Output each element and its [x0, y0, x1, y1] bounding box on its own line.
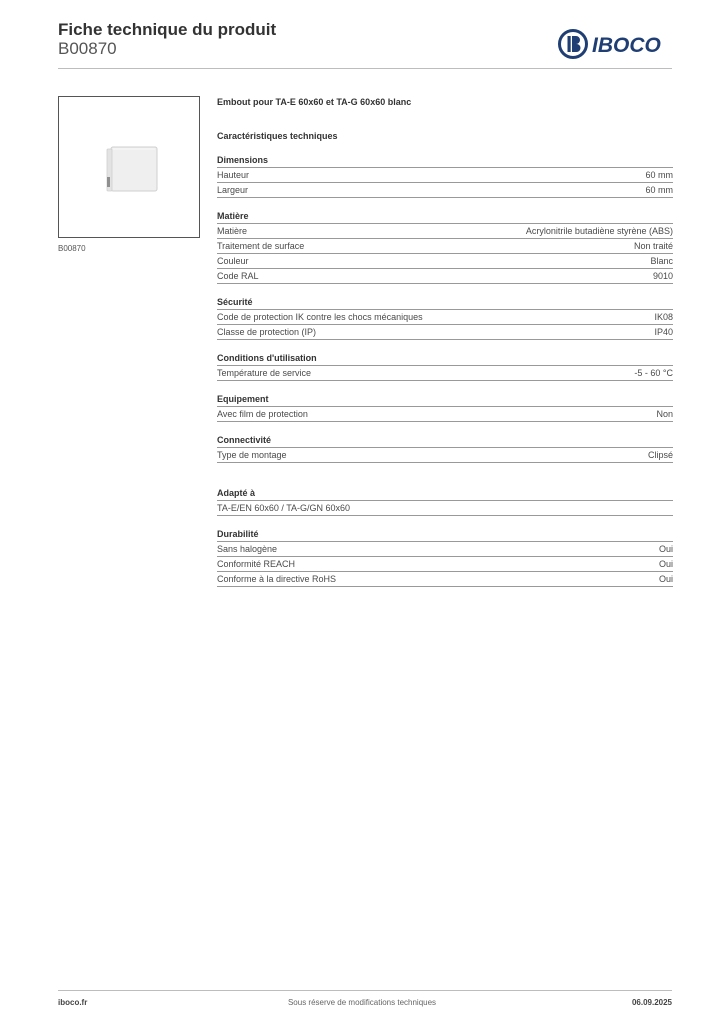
header-divider: [58, 68, 672, 69]
spec-group-dimensions: [217, 154, 673, 198]
spec-row: [217, 224, 673, 239]
spec-label: Traitement de surface: [217, 241, 305, 251]
spec-value: Oui: [658, 574, 673, 584]
group-title: Adapté à: [217, 487, 673, 501]
spec-row: [217, 239, 673, 254]
group-title: Sécurité: [217, 296, 673, 310]
spec-row: [217, 269, 673, 284]
footer-date: 06.09.2025: [631, 998, 672, 1007]
spec-row: [217, 542, 673, 557]
spec-value: -5 - 60 °C: [634, 368, 673, 378]
spec-group-conditions: [217, 352, 673, 381]
spec-row: [217, 325, 673, 340]
spec-value: Blanc: [650, 256, 673, 266]
spec-label: Sans halogène: [217, 544, 278, 554]
group-title: Connectivité: [217, 434, 673, 448]
spec-value: Oui: [658, 544, 673, 554]
spec-label: TA-E/EN 60x60 / TA-G/GN 60x60: [217, 503, 351, 513]
spec-group-adapte: [217, 487, 673, 516]
spec-value: Clipsé: [647, 450, 673, 460]
spec-label: Largeur: [217, 185, 249, 195]
footer-website[interactable]: iboco.fr: [58, 998, 88, 1007]
spec-row: [217, 183, 673, 198]
spec-group-matiere: [217, 210, 673, 284]
spec-row: [217, 572, 673, 587]
spec-label: Conformité REACH: [217, 559, 296, 569]
spec-row: [217, 310, 673, 325]
spec-label: Matière: [217, 226, 248, 236]
spec-row: [217, 501, 673, 516]
spec-row: [217, 557, 673, 572]
footer-divider: [58, 990, 672, 991]
footer-disclaimer: Sous réserve de modifications techniques: [287, 998, 437, 1007]
spec-row: [217, 366, 673, 381]
spec-value: 60 mm: [645, 170, 673, 180]
spec-value: Oui: [658, 559, 673, 569]
spec-value: IK08: [654, 312, 673, 322]
logo-text: IBOCO: [592, 34, 661, 57]
group-title: Equipement: [217, 393, 673, 407]
spec-value: IP40: [654, 327, 673, 337]
image-caption: B00870: [58, 244, 86, 253]
group-title: Conditions d'utilisation: [217, 352, 673, 366]
product-image: [59, 97, 199, 237]
spec-label: Température de service: [217, 368, 312, 378]
product-image-frame: [58, 96, 200, 238]
spec-value: Non: [656, 409, 673, 419]
group-title: Durabilité: [217, 528, 673, 542]
group-title: Matière: [217, 210, 673, 224]
spec-group-equipement: [217, 393, 673, 422]
spec-content: [217, 96, 673, 587]
spec-label: Couleur: [217, 256, 249, 266]
spec-label: Code RAL: [217, 271, 259, 281]
spec-label: Conforme à la directive RoHS: [217, 574, 337, 584]
spec-value: 9010: [652, 271, 673, 281]
spec-row: [217, 168, 673, 183]
spec-label: Classe de protection (IP): [217, 327, 317, 337]
iboco-logo: [557, 28, 675, 60]
page-title: Fiche technique du produit: [58, 20, 277, 39]
product-title: Embout pour TA-E 60x60 et TA-G 60x60 blanc: [217, 97, 412, 107]
product-code: B00870: [58, 39, 117, 58]
spec-group-durabilite: [217, 528, 673, 587]
spec-value: Non traité: [633, 241, 673, 251]
spec-label: Type de montage: [217, 450, 287, 460]
spec-label: Hauteur: [217, 170, 250, 180]
spec-group-securite: [217, 296, 673, 340]
spec-row: [217, 254, 673, 269]
spec-row: [217, 407, 673, 422]
spec-row: [217, 448, 673, 463]
spec-label: Code de protection IK contre les chocs mécaniques: [217, 312, 423, 322]
section-heading: Caractéristiques techniques: [217, 131, 338, 141]
spec-label: Avec film de protection: [217, 409, 308, 419]
spec-value: Acrylonitrile butadiène styrène (ABS): [525, 226, 673, 236]
group-title: Dimensions: [217, 154, 673, 168]
spec-group-connectivite: [217, 434, 673, 463]
spec-value: 60 mm: [645, 185, 673, 195]
